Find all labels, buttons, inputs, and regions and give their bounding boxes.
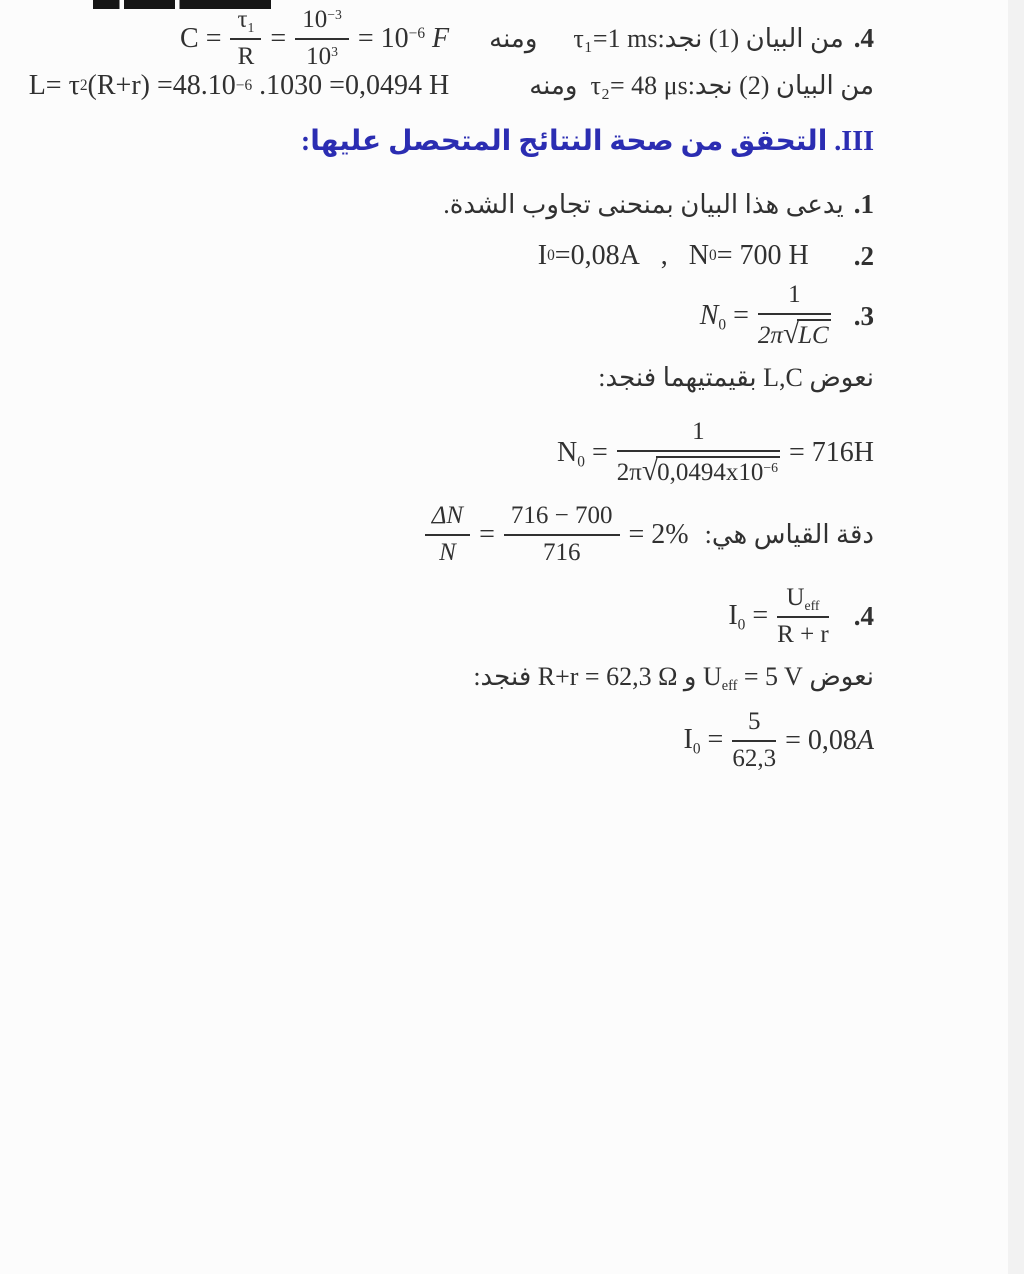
fraction-numerator: $10^{-3}$ — [295, 6, 349, 40]
formula-inductance: L= τ 2 (R+r) =48.10 −6 .1030 =0,0494 H — [28, 70, 450, 101]
word-hence: ومنه — [489, 23, 538, 53]
fraction-numerator: 5 — [732, 708, 776, 742]
item-number-2: .2 — [853, 240, 874, 271]
formula-lhs: $I_0$ = — [683, 724, 724, 758]
radical-sign: √ — [641, 454, 659, 487]
fraction-denominator: R — [237, 42, 255, 70]
formula-n0-calculation — [557, 418, 874, 489]
fraction-denominator — [617, 452, 780, 489]
line-item3 — [700, 281, 874, 352]
formula-resonance-frequency — [700, 281, 840, 352]
formula-read-values: I 0 =0,08A , N 0 = 700 H — [537, 240, 809, 271]
square-root — [782, 317, 831, 350]
formula-result: = $10^{-6}$ F — [357, 22, 450, 54]
line-substitute-lc — [598, 363, 874, 393]
formula-capacitance — [180, 6, 449, 72]
fraction-denominator: 716 — [542, 538, 581, 566]
fraction-tau1-over-R — [230, 6, 261, 72]
den-coefficient: 2π — [616, 458, 642, 486]
line-n0-calculation — [557, 418, 874, 489]
fraction-numerator: ΔN — [425, 502, 470, 536]
formula-precision — [416, 502, 689, 568]
fraction-numerator: $\tau_1$ — [230, 6, 261, 40]
fraction-delta-n — [425, 502, 470, 568]
line-inductance-derivation — [29, 70, 874, 102]
line-section-heading — [301, 124, 874, 158]
statement-from-graph2: من البيان (2) نجد:τ₂= 48 μs ومنه — [529, 71, 874, 100]
item-number-4b: .4 — [853, 601, 874, 632]
den-coefficient: 2π — [757, 321, 783, 349]
fraction-denominator: 62,3 — [732, 744, 777, 772]
fraction-powers-of-ten — [295, 6, 349, 72]
radicand: $0,0494x10^{-6}$ — [656, 456, 780, 486]
formula-result: = 0,08A — [785, 724, 874, 756]
formula-lhs: $N_0$ = — [699, 299, 749, 334]
fraction-numerator: 1 — [758, 281, 831, 315]
fraction-ueff — [777, 584, 829, 650]
item1-text: يدعى هذا البيان بمنحنى تجاوب الشدة. — [443, 189, 844, 219]
fraction-denominator — [758, 315, 831, 352]
substitute-lc-text: نعوض L,C بقيمتيهما فنجد: — [598, 363, 874, 392]
square-root — [641, 454, 780, 487]
fraction-denominator: R + r — [777, 620, 829, 648]
line-item1 — [443, 189, 874, 220]
item-number-1: .1 — [853, 189, 874, 219]
section-heading-verification: III. التحقق من صحة النتائج المتحصل عليها: — [300, 126, 874, 157]
fraction-numerator: $U_{eff}$ — [777, 584, 829, 618]
equals-sign: = — [270, 22, 287, 54]
item-number-4: .4 — [853, 23, 874, 54]
precision-label: دقة القياس هي: — [704, 519, 874, 549]
line-capacitance-derivation — [180, 6, 874, 72]
line-substitute-values — [473, 662, 874, 693]
formula-i0-calculation — [684, 708, 874, 774]
formula-lhs: C = — [180, 22, 222, 54]
fraction-denominator: $10^3$ — [306, 42, 338, 70]
equals-sign: = — [479, 518, 495, 550]
line-item4 — [728, 584, 874, 650]
line-precision — [416, 502, 874, 568]
scan-edge-strip — [1008, 0, 1024, 1274]
line-item2 — [538, 240, 874, 272]
fraction-numerator: 1 — [617, 418, 780, 452]
formula-result: = 2% — [628, 518, 689, 550]
fraction-i0-calc — [732, 708, 776, 774]
fraction-difference — [504, 502, 620, 568]
line-i0-calculation — [684, 708, 874, 774]
item-number-3: .3 — [853, 300, 874, 331]
formula-lhs: $N_0$ = — [557, 436, 608, 471]
fraction-numerator: 716 − 700 — [504, 502, 620, 536]
statement-from-graph1: من البيان (1) نجد:τ₁=1 ms — [573, 23, 844, 53]
substitute-values-text: نعوض $U_{eff} = 5$ V و R+r = 62,3 Ω فنجد: — [473, 662, 874, 694]
fraction-denominator: N — [439, 538, 456, 566]
fraction-resonance — [758, 281, 831, 352]
formula-result: = 716H — [788, 437, 874, 469]
radicand: LC — [797, 319, 831, 349]
formula-lhs: $I_0$ = — [728, 600, 769, 634]
radical-sign: √ — [782, 317, 800, 350]
fraction-n0-calc — [617, 418, 780, 489]
formula-current — [728, 584, 837, 650]
